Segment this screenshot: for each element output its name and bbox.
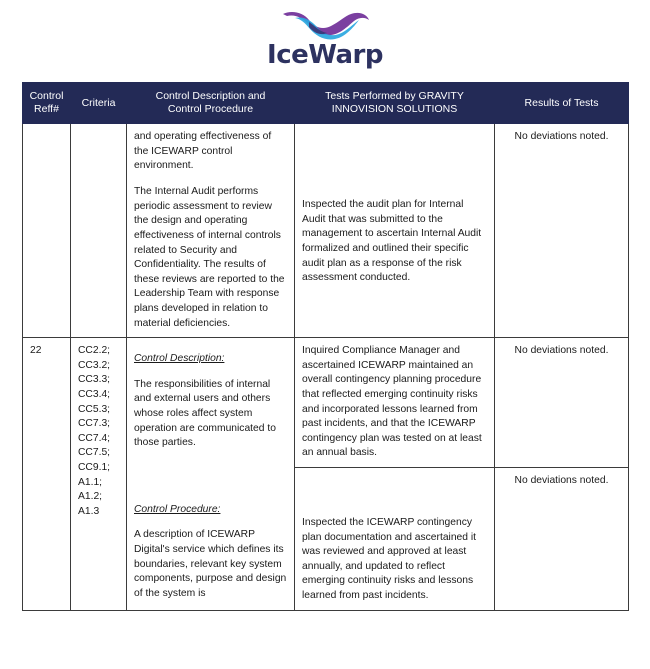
criteria-item: CC3.3; [78,374,111,386]
cell-results: No deviations noted. [495,124,629,338]
cell-tests-performed: Inquired Compliance Manager and ascertained ICEWARP maintained an overall contingency planning procedure that reflected emerging continuity risks and incorporated lessons learned from past incidents, and that the ICEWARP contingency plan was tested on at least an annual basis. [295,338,495,468]
column-header-results [495,83,629,124]
column-header-control-ref-line2: Reff# [34,103,59,116]
column-header-control-ref-line1: Control [29,90,64,102]
column-header-description-line2: Control Procedure [167,103,254,116]
column-header-tests-line2: INNOVISION SOLUTIONS [331,103,458,116]
column-header-tests [295,83,495,124]
column-header-criteria-line1: Criteria [81,96,116,109]
logo-wordmark [267,42,383,68]
cell-criteria [71,338,127,611]
criteria-item: CC5.3; [78,403,111,415]
criteria-item: CC7.5; [78,447,111,459]
table-row [23,338,629,468]
criteria-item: CC7.4; [78,432,111,444]
criteria-item: CC9.1; [78,462,111,474]
criteria-item: A1.3 [78,505,100,517]
description-heading-text: Control Description: [134,353,225,365]
description-heading [134,352,287,367]
audit-table [22,82,629,611]
cell-results: No deviations noted. [495,338,629,468]
logo-word-ice: Ice [267,40,309,70]
cell-criteria [71,124,127,338]
cell-tests-performed [295,468,495,611]
column-header-criteria [71,83,127,124]
column-header-tests-line1: Tests Performed by GRAVITY [325,90,464,102]
cell-control-ref: 22 [23,338,71,611]
cell-control-ref [23,124,71,338]
tests-text: Inspected the ICEWARP contingency plan documentation and ascertained it was reviewed and approved at least annually, and updated to reflect emerging continuity risks and lessons learned from past incidents. [302,517,477,602]
logo-word-warp: Warp [308,40,383,70]
audit-table-wrapper [22,82,628,611]
description-body: A description of ICEWARP Digital's service which defines its boundaries, relevant key system components, purpose and design of the system is [134,529,287,599]
description-paragraph: The Internal Audit performs periodic assessment to review the design and operating effectiveness of internal controls related to Security and Confidentiality. The results of these reviews are reported to the Leadership Team with response plans developed in relation to material deficiencies. [134,186,285,329]
table-header-row [23,83,629,124]
column-header-control-ref [23,83,71,124]
description-heading-text: Control Procedure: [134,503,221,515]
criteria-item: CC7.3; [78,418,111,430]
criteria-item: CC2.2; [78,345,111,357]
description-body: The responsibilities of internal and external users and others whose roles affect system operation are communicated to those parties. [134,378,276,449]
cell-results: No deviations noted. [495,468,629,611]
table-row [23,124,629,338]
cell-description [127,124,295,338]
cell-tests-performed [295,124,495,338]
column-header-results-line1: Results of Tests [524,96,599,109]
logo-header [0,0,650,68]
column-header-description [127,83,295,124]
tests-text: Inspected the audit plan for Internal Audit that was submitted to the management to ascertain Internal Audit formalized and outlined their specific audit plan as a response of the risk assessment conducted. [302,199,482,284]
criteria-item: A1.2; [78,491,103,503]
criteria-item: CC3.4; [78,389,111,400]
description-heading [134,503,287,518]
description-paragraph: and operating effectiveness of the ICEWARP control environment. [134,131,272,172]
column-header-description-line1: Control Description and [155,90,266,102]
icewarp-swoosh-icon [265,8,385,44]
criteria-item: A1.1; [78,476,103,488]
cell-description [127,338,295,611]
criteria-item: CC3.2; [78,359,111,371]
